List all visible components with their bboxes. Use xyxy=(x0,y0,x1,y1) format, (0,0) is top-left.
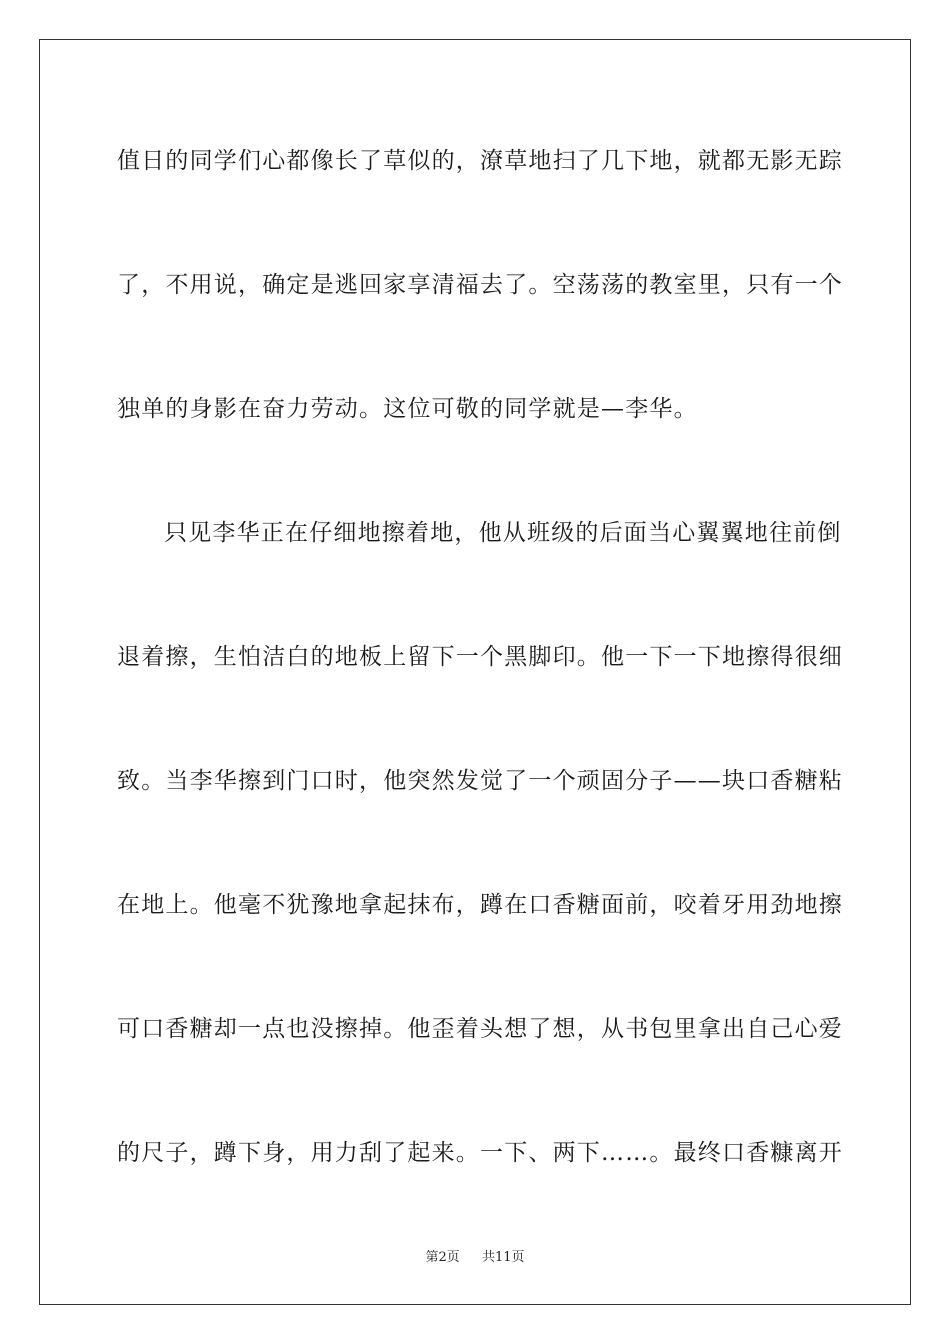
text-line: 致。当李华擦到门口时，他突然发觉了一个顽固分子——块口香糖粘 xyxy=(117,768,843,794)
text-line: 可口香糖却一点也没擦掉。他歪着头想了想，从书包里拿出自己心爱 xyxy=(117,1016,843,1042)
text-line: 独单的身影在奋力劳动。这位可敬的同学就是—李华。 xyxy=(117,396,698,422)
page-number: 第2页 xyxy=(425,1250,460,1265)
text-line: 的尺子，蹲下身，用力刮了起来。一下、两下……。最终口香糠离开 xyxy=(117,1140,843,1166)
page-total: 共11页 xyxy=(482,1250,525,1265)
document-body xyxy=(117,130,843,1246)
text-line: 在地上。他毫不犹豫地拿起抹布，蹲在口香糖面前，咬着牙用劲地擦 xyxy=(117,892,843,918)
text-line: 了，不用说，确定是逃回家享清福去了。空荡荡的教室里，只有一个 xyxy=(117,272,843,298)
text-line: 值日的同学们心都像长了草似的，潦草地扫了几下地，就都无影无踪 xyxy=(117,148,843,174)
paragraph-first-line: 只见李华正在仔细地擦着地，他从班级的后面当心翼翼地往前倒 xyxy=(164,520,842,546)
page-footer xyxy=(0,1246,950,1265)
text-line: 退着擦，生怕洁白的地板上留下一个黑脚印。他一下一下地擦得很细 xyxy=(117,644,843,670)
